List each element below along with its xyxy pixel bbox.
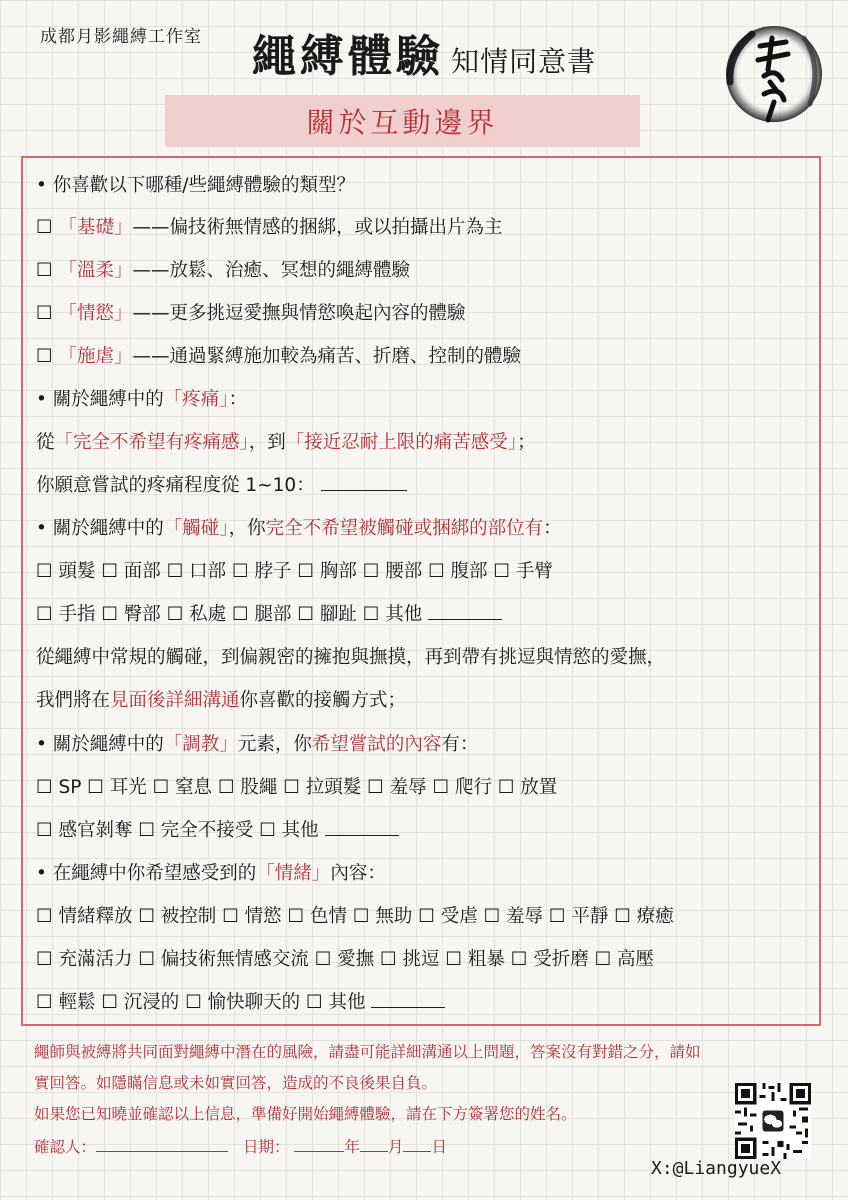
option-sadism (36, 345, 521, 369)
question-type (36, 174, 355, 198)
year-label: 年 (344, 1138, 360, 1156)
question-text: • 關於繩縛中的 (36, 389, 164, 410)
option-desc: ——放鬆、治癒、冥想的繩縛體驗 (132, 260, 411, 281)
pain-level-field[interactable] (321, 476, 407, 491)
section-banner (165, 95, 640, 147)
question-frame (21, 156, 821, 1026)
question-tag: 「觸碰」 (163, 518, 229, 539)
risk-notice-2: 實回答。如隱瞞信息或未如實回答，造成的不良後果自負。 (34, 1074, 438, 1092)
title-main: 繩縛體驗 (252, 31, 444, 82)
other-body-part-field[interactable] (428, 605, 502, 620)
checkbox[interactable]: ☐ (36, 303, 53, 324)
checkbox[interactable]: ☐ (36, 260, 53, 281)
paragraph-text: 從繩縛中常規的觸碰，到偏親密的擁抱與撫摸，再到帶有挑逗與情慾的愛撫， (36, 647, 666, 668)
question-highlight: 完全不希望被觸碰或捆綁的部位有 (265, 518, 544, 539)
question-pain (36, 388, 247, 412)
moon-calligraphy-logo-icon (724, 24, 824, 124)
emotion-options[interactable]: ☐ 充滿活力 ☐ 偏技術無情感交流 ☐ 愛撫 ☐ 挑逗 ☐ 粗暴 ☐ 受折磨 ☐ 高壓 (36, 949, 655, 970)
month-field[interactable] (360, 1137, 388, 1152)
pain-scale (36, 474, 407, 498)
signature-field[interactable] (96, 1137, 228, 1152)
punctuation: ： (543, 518, 562, 539)
option-tag: 「施虐」 (58, 346, 133, 367)
paragraph-highlight: 見面後詳細溝通 (110, 690, 240, 711)
emotion-options[interactable]: ☐ 情緒釋放 ☐ 被控制 ☐ 情慾 ☐ 色情 ☐ 無助 ☐ 受虐 ☐ 羞辱 ☐ 平靜 ☐ 療癒 (36, 906, 674, 927)
social-handle[interactable]: X:@LiangyueX (651, 1158, 782, 1179)
training-row-1[interactable] (36, 776, 557, 800)
training-options[interactable]: ☐ SP ☐ 耳光 ☐ 窒息 ☐ 股繩 ☐ 拉頭髮 ☐ 羞辱 ☐ 爬行 ☐ 放置 (36, 777, 558, 798)
option-tag: 「情慾」 (58, 303, 133, 324)
pain-to: ，到 (248, 432, 286, 453)
paragraph-text: 我們將在 (36, 690, 111, 711)
qr-code-icon[interactable] (735, 1083, 811, 1159)
option-tag: 「溫柔」 (58, 260, 133, 281)
question-tag: 「情緒」 (256, 863, 331, 884)
question-text: • 關於繩縛中的 (36, 518, 164, 539)
emotion-options[interactable]: ☐ 輕鬆 ☐ 沉浸的 ☐ 愉快聊天的 ☐ 其他 (36, 992, 366, 1013)
touch-description-1 (36, 646, 665, 670)
day-field[interactable] (403, 1137, 431, 1152)
month-label: 月 (387, 1138, 404, 1156)
signature-row (34, 1136, 447, 1158)
pain-max: 「接近忍耐上限的痛苦感受」 (285, 432, 518, 453)
question-text: 元素，你 (237, 734, 312, 755)
punctuation: 有： (441, 734, 479, 755)
question-text: • 關於繩縛中的 (36, 734, 164, 755)
training-options[interactable]: ☐ 感官剝奪 ☐ 完全不接受 ☐ 其他 (36, 820, 319, 841)
option-erotic (36, 302, 466, 326)
banner-title: 關於互動邊界 (306, 106, 499, 139)
question-text: 內容： (330, 863, 386, 884)
pain-scale-label: 你願意嘗試的疼痛程度從 1~10： (36, 475, 315, 496)
question-text: • 在繩縛中你希望感受到的 (36, 863, 257, 884)
date-label: 日期： (242, 1138, 290, 1156)
emotion-row-3[interactable] (36, 991, 445, 1015)
year-field[interactable] (294, 1137, 344, 1152)
option-desc: ——偏技術無情感的捆綁，或以拍攝出片為主 (132, 217, 503, 238)
option-basic (36, 216, 503, 240)
pain-range (36, 431, 536, 455)
consent-notice: 如果您已知曉並確認以上信息，準備好開始繩縛體驗，請在下方簽署您的姓名。 (34, 1105, 577, 1123)
confirm-label: 確認人： (34, 1138, 97, 1156)
question-training (36, 733, 478, 757)
body-parts-row-2[interactable] (36, 603, 502, 627)
risk-notice-1: 繩師與被縛將共同面對繩縛中潛在的風險，請盡可能詳細溝通以上問題，答案沒有對錯之分，請如 (34, 1043, 701, 1061)
emotion-row-2[interactable] (36, 948, 654, 972)
question-touch (36, 517, 562, 541)
other-emotion-field[interactable] (371, 993, 445, 1008)
question-emotion (36, 862, 386, 886)
body-parts-options[interactable]: ☐ 頭髮 ☐ 面部 ☐ 口部 ☐ 脖子 ☐ 胸部 ☐ 腰部 ☐ 腹部 ☐ 手臂 (36, 561, 553, 582)
body-parts-options[interactable]: ☐ 手指 ☐ 臀部 ☐ 私處 ☐ 腿部 ☐ 腳趾 ☐ 其他 (36, 604, 423, 625)
punctuation: ； (517, 432, 536, 453)
pain-min: 「完全不希望有疼痛感」 (54, 432, 249, 453)
title-sub: 知情同意書 (451, 45, 597, 78)
question-tag: 「疼痛」 (163, 389, 229, 410)
touch-description-2 (36, 689, 406, 713)
question-text: ，你 (228, 518, 266, 539)
emotion-row-1[interactable] (36, 905, 674, 929)
paragraph-text: 你喜歡的接觸方式； (239, 690, 407, 711)
question-highlight: 希望嘗試的內容 (311, 734, 442, 755)
training-row-2[interactable] (36, 819, 399, 843)
option-tag: 「基礎」 (58, 217, 133, 238)
option-desc: ——通過緊縛施加較為痛苦、折磨、控制的體驗 (132, 346, 522, 367)
day-label: 日 (431, 1138, 447, 1156)
pain-from: 從 (36, 432, 55, 453)
other-training-field[interactable] (325, 821, 399, 836)
body-parts-row-1[interactable] (36, 560, 553, 584)
option-desc: ——更多挑逗愛撫與情慾喚起內容的體驗 (132, 303, 466, 324)
question-text: • 你喜歡以下哪種/些繩縛體驗的類型？ (36, 175, 356, 196)
option-gentle (36, 259, 410, 283)
document-title (252, 20, 596, 84)
studio-name: 成都月影繩縛工作室 (40, 27, 202, 47)
punctuation: ： (228, 389, 248, 410)
question-tag: 「調教」 (163, 734, 238, 755)
checkbox[interactable]: ☐ (36, 217, 53, 238)
checkbox[interactable]: ☐ (36, 346, 53, 367)
